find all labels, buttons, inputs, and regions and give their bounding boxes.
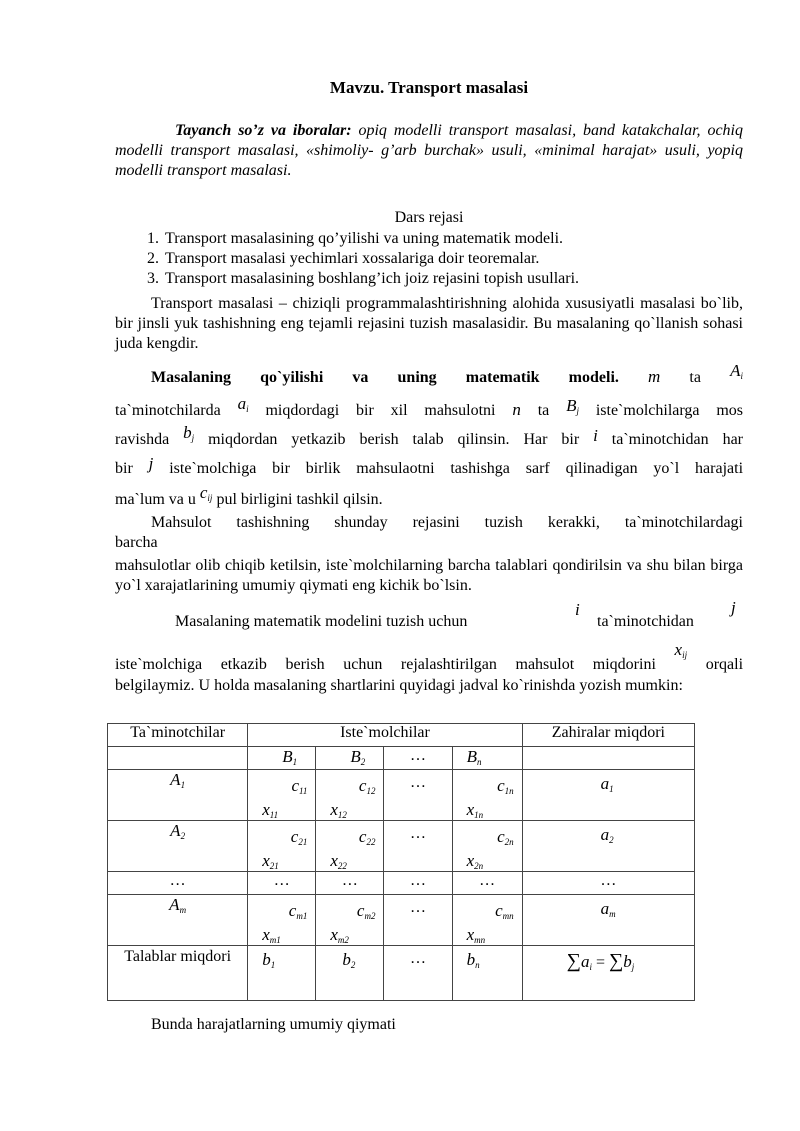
math-sub: 12 — [337, 810, 347, 820]
cost-cell — [452, 821, 522, 872]
model-line-5 — [115, 483, 743, 514]
consumer-B2 — [316, 747, 384, 770]
table-demand-row — [108, 946, 695, 1001]
model-heading: Masalaning qo`yilishi va uning matematik modeli. — [151, 369, 619, 386]
math-x: x — [262, 800, 270, 819]
math-a: a — [600, 899, 610, 918]
math-x: x — [674, 640, 683, 659]
cost-cell — [316, 821, 384, 872]
math-A: A — [169, 895, 180, 914]
table-row — [108, 770, 695, 821]
math-sub: 22 — [366, 837, 376, 847]
math-b: b — [623, 952, 632, 971]
math-c: c — [497, 776, 505, 795]
table-ellipsis-row — [108, 872, 695, 895]
math-a: a — [600, 825, 610, 844]
math-sub: m — [609, 909, 616, 919]
table-cell — [108, 747, 248, 770]
table-consumers-row — [108, 747, 695, 770]
table-row — [108, 895, 695, 946]
cost-cell — [316, 895, 384, 946]
math-c: c — [495, 901, 503, 920]
math-sub: 2 — [609, 835, 614, 845]
model-text: ravishda — [115, 431, 170, 448]
math-x-sub: ij — [682, 650, 688, 660]
math-b: b — [466, 950, 476, 969]
math-a-sub: i — [246, 404, 249, 414]
model-text: ta`minotchidan har — [611, 431, 744, 448]
math-x: x — [262, 925, 270, 944]
math-c: c — [290, 827, 299, 846]
ellipsis: … — [384, 747, 452, 770]
cost-cell — [316, 770, 384, 821]
sum-equation — [522, 946, 694, 1001]
math-sub: m2 — [364, 911, 376, 921]
demand-label: Talablar miqdori — [108, 946, 248, 1001]
ellipsis: … — [384, 770, 452, 821]
goal-line-3: mahsulotlar olib chiqib ketilsin, iste`molchilarning barcha talablari qondirilsin va shu bilan birga yo`l xarajatlarining umumiy qiymati eng kichik bo`lsin. — [115, 557, 743, 594]
model-line-2 — [115, 394, 744, 425]
math-sub: n — [476, 757, 482, 767]
math-x: x — [330, 800, 338, 819]
demand-b1 — [248, 946, 316, 1001]
model-text: iste`molchiga bir birlik mahsulaotni tashishga sarf qilinadigan yo`l harajati — [169, 460, 744, 477]
math-sub: m1 — [269, 935, 281, 945]
sigma-symbol: ∑ — [566, 950, 581, 972]
math-sub: 2n — [504, 837, 514, 847]
math-sub: n — [475, 960, 480, 970]
math-sub: 21 — [269, 861, 279, 871]
cost-cell — [248, 895, 316, 946]
footer-line: Bunda harajatlarning umumiy qiymati — [151, 1016, 396, 1033]
build-text: orqali — [705, 656, 744, 673]
ellipsis: … — [384, 895, 452, 946]
build-text: Masalaning matematik modelini tuzish uchun — [175, 613, 468, 630]
math-sub: 22 — [337, 861, 347, 871]
table-cell — [522, 747, 694, 770]
plan-list — [115, 229, 743, 289]
math-B: B — [282, 747, 293, 766]
ellipsis: … — [108, 872, 248, 895]
table-row — [108, 821, 695, 872]
math-sub: 2 — [360, 757, 366, 767]
math-b: b — [342, 950, 351, 969]
cost-cell — [452, 895, 522, 946]
math-sub: 1 — [180, 780, 186, 790]
model-ta: ta — [689, 369, 701, 386]
math-sub: 1 — [270, 960, 276, 970]
math-c: c — [288, 901, 297, 920]
math-a: a — [580, 952, 590, 971]
intro-paragraph: Transport masalasi – chiziqli programmalashtirishning alohida xususiyatli masalasi bo`lib, bir jinsli yuk tashishning eng tejamli rejasini tuzish masalasidir. Bu masalaning qo`llanish sohasi juda kengdir. — [115, 295, 743, 352]
math-sub: i — [589, 962, 592, 972]
supplier-cell — [108, 895, 248, 946]
math-sub: j — [631, 962, 635, 972]
math-sub: 11 — [269, 810, 279, 820]
equals-sign: = — [595, 954, 605, 971]
demand-bn — [452, 946, 522, 1001]
stock-cell — [522, 895, 694, 946]
math-b: b — [262, 950, 271, 969]
build-line-3: belgilaymiz. U holda masalaning shartlarini quyidagi jadval ko`rinishda yozish mumkin: — [115, 677, 683, 694]
demand-b2 — [316, 946, 384, 1001]
math-sub: 2 — [180, 831, 186, 841]
header-suppliers: Ta`minotchilar — [108, 724, 248, 747]
model-text: ma`lum va u — [115, 491, 196, 508]
ellipsis: … — [384, 821, 452, 872]
math-sub: 1n — [474, 810, 484, 820]
math-B: B — [566, 396, 577, 415]
ellipsis: … — [452, 872, 522, 895]
math-c-sub: ij — [207, 493, 213, 503]
math-sub: mn — [502, 911, 514, 921]
sigma-symbol: ∑ — [608, 950, 624, 972]
math-a: a — [600, 774, 610, 793]
stock-cell — [522, 821, 694, 872]
goal-line-2: barcha — [115, 534, 158, 551]
math-c: c — [356, 901, 365, 920]
ellipsis: … — [522, 872, 694, 895]
math-j: j — [731, 598, 736, 617]
header-stock: Zahiralar miqdori — [522, 724, 694, 747]
math-j: j — [148, 454, 154, 473]
header-consumers: Iste`molchilar — [248, 724, 522, 747]
ellipsis: … — [384, 872, 452, 895]
math-c: c — [199, 483, 208, 502]
math-x: x — [466, 851, 475, 870]
math-b-sub: j — [191, 433, 195, 443]
math-A: A — [170, 821, 181, 840]
math-c: c — [358, 776, 367, 795]
plan-item: 1. Transport masalasining qo’yilishi va uning matematik modeli. — [163, 229, 743, 249]
ellipsis: … — [316, 872, 384, 895]
ellipsis: … — [384, 946, 452, 1001]
model-line-1 — [115, 361, 743, 392]
consumer-Bn — [452, 747, 522, 770]
math-sub: m — [179, 905, 187, 915]
math-sub: 1n — [504, 786, 514, 796]
model-text: pul birligini tashkil qilsin. — [216, 491, 383, 508]
math-A: A — [730, 361, 741, 380]
math-A-sub: i — [740, 371, 743, 381]
cost-cell — [452, 770, 522, 821]
math-B: B — [350, 747, 361, 766]
model-text: ta`minotchilarda — [115, 402, 221, 419]
table-header-row — [108, 724, 695, 747]
model-line-4 — [115, 454, 744, 479]
math-b: b — [183, 423, 192, 442]
supplier-cell — [108, 821, 248, 872]
math-sub: 1 — [609, 784, 614, 794]
math-sub: mn — [474, 935, 486, 945]
math-A: A — [170, 770, 181, 789]
model-line-3 — [115, 423, 744, 454]
math-sub: 11 — [299, 786, 308, 796]
math-c: c — [358, 827, 367, 846]
math-sub: 1 — [292, 757, 298, 767]
cost-cell — [248, 821, 316, 872]
math-B-sub: j — [576, 406, 579, 416]
math-B: B — [466, 747, 477, 766]
build-text: iste`molchiga etkazib berish uchun rejalashtirilgan mahsulot miqdorini — [115, 656, 656, 673]
math-x: x — [466, 925, 475, 944]
ellipsis: … — [248, 872, 316, 895]
keywords-label: Tayanch so’z va iboralar: — [175, 122, 352, 139]
model-text: iste`molchilarga mos — [595, 402, 744, 419]
math-sub: 2 — [350, 960, 356, 970]
math-a: a — [237, 394, 247, 413]
math-c: c — [291, 776, 299, 795]
math-x: x — [262, 851, 270, 870]
cost-cell — [248, 770, 316, 821]
math-n: n — [512, 400, 521, 419]
math-i: i — [593, 426, 598, 445]
plan-item: 3. Transport masalasining boshlang’ich joiz rejasini topish usullari. — [163, 269, 743, 289]
keywords-paragraph — [115, 121, 743, 181]
build-text: ta`minotchidan — [597, 613, 694, 630]
math-sub: 21 — [298, 837, 308, 847]
supplier-cell — [108, 770, 248, 821]
transport-table — [107, 723, 695, 1001]
math-sub: 12 — [366, 786, 376, 796]
math-c: c — [497, 827, 505, 846]
goal-line-1: Mahsulot tashishning shunday rejasini tuzish kerakki, ta`minotchilardagi — [151, 514, 743, 531]
model-text: ta — [537, 402, 550, 419]
plan-item: 2. Transport masalasi yechimlari xossalariga doir teoremalar. — [163, 249, 743, 269]
model-text: miqdordagi bir xil mahsulotni — [265, 402, 496, 419]
consumer-B1 — [248, 747, 316, 770]
math-x: x — [330, 851, 338, 870]
keywords-text: opiq modelli transport masalasi, band katakchalar, ochiq modelli transport masalasi, «shimoliy- g’arb burchak» usuli, «minimal harajat» usuli, yopiq modelli transport masalasi. — [115, 122, 744, 179]
math-m: m — [648, 367, 661, 386]
model-text: bir — [115, 460, 133, 477]
page-title: Mavzu. Transport masalasi — [329, 78, 529, 97]
math-sub: m1 — [296, 911, 308, 921]
math-x: x — [466, 800, 475, 819]
math-sub: 2n — [474, 861, 484, 871]
math-sub: m2 — [337, 935, 349, 945]
model-text: miqdordan yetkazib berish talab qilinsin. Har bir — [208, 431, 580, 448]
stock-cell — [522, 770, 694, 821]
math-x: x — [330, 925, 338, 944]
plan-heading: Dars rejasi — [394, 209, 464, 226]
math-i: i — [575, 600, 580, 619]
